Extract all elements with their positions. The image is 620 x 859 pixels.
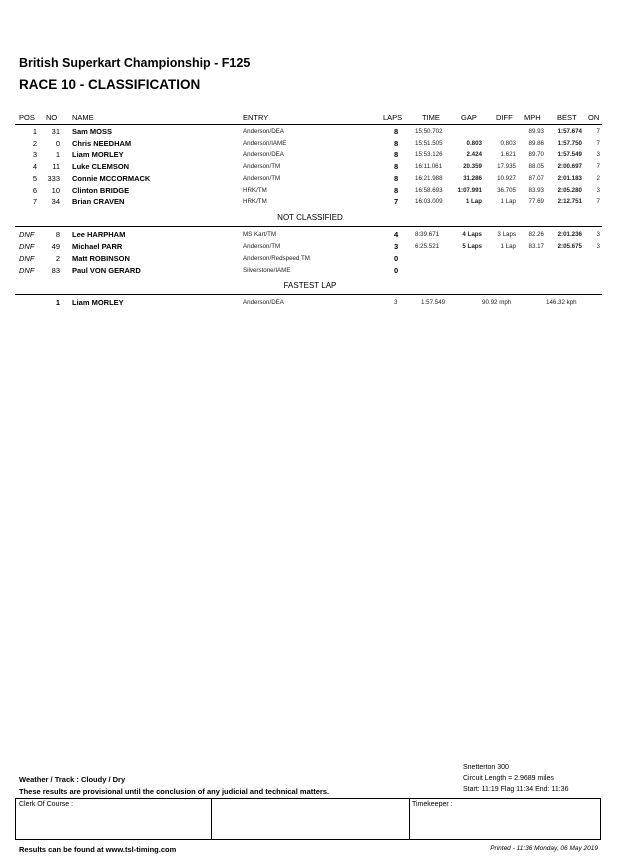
cell-no: 49	[51, 242, 60, 251]
cell-pos: DNF	[19, 254, 35, 263]
table-row	[0, 127, 620, 139]
cell-best: 1:57.750	[557, 139, 582, 147]
fastest-lap-lap: 3	[394, 299, 398, 306]
cell-pos: 5	[32, 173, 37, 183]
cell-gap: 20.359	[463, 163, 482, 171]
cell-gap: 0.803	[466, 139, 482, 147]
fastest-lap-no: 1	[55, 298, 60, 307]
cell-entry: Anderson/TM	[243, 163, 281, 171]
cell-entry: Anderson/IAME	[243, 139, 287, 147]
cell-diff: 3 Laps	[497, 231, 516, 238]
cell-no: 83	[51, 266, 60, 275]
col-header-time: TIME	[422, 113, 440, 122]
cell-name: Chris NEEDHAM	[72, 138, 132, 148]
cell-gap: 4 Laps	[462, 231, 482, 238]
track-name: Snetterton 300	[463, 764, 509, 771]
col-header-on: ON	[588, 113, 600, 122]
not-classified-rule	[15, 226, 602, 227]
cell-no: 333	[47, 173, 60, 183]
cell-no: 10	[51, 185, 60, 195]
cell-on: 3	[596, 151, 600, 159]
cell-pos: DNF	[19, 230, 35, 239]
cell-time: 6:25.521	[415, 243, 440, 250]
cell-laps: 8	[394, 138, 399, 148]
cell-mph: 82.26	[528, 231, 544, 238]
col-header-entry: ENTRY	[243, 113, 269, 122]
fastest-lap-rule	[15, 294, 602, 295]
table-row	[0, 230, 620, 242]
cell-on: 3	[596, 243, 600, 250]
table-row	[0, 139, 620, 151]
fastest-lap-entry: Anderson/DEA	[243, 299, 284, 306]
cell-pos: 2	[32, 138, 37, 148]
cell-entry: Silverstone/IAME	[243, 267, 291, 274]
header-rule	[15, 124, 602, 125]
fastest-lap-heading: FASTEST LAP	[283, 281, 337, 290]
cell-laps: 8	[394, 127, 399, 136]
fastest-lap-kph: 146.32 kph	[546, 299, 577, 306]
cell-mph: 83.17	[528, 243, 544, 250]
cell-time: 15:53.126	[415, 151, 443, 159]
fastest-lap-time: 1:57.549	[421, 299, 446, 306]
cell-best: 1:57.674	[557, 128, 582, 135]
cell-time: 16:58.693	[415, 186, 443, 194]
cell-mph: 87.07	[528, 174, 544, 182]
clerk-of-course-cell	[16, 799, 212, 839]
cell-name: Lee HARPHAM	[72, 230, 126, 239]
cell-pos: 7	[32, 197, 37, 207]
cell-laps: 8	[394, 150, 399, 160]
cell-mph: 89.86	[528, 139, 544, 147]
cell-diff: 1.621	[500, 151, 516, 159]
cell-laps: 8	[394, 162, 399, 172]
printed-timestamp: Printed - 11:36 Monday, 06 May 2019	[490, 845, 598, 852]
cell-time: 16:11.061	[415, 163, 443, 171]
cell-pos: 1	[32, 127, 37, 136]
cell-best: 1:57.549	[557, 151, 582, 159]
cell-best: 2:12.751	[557, 198, 582, 206]
cell-mph: 89.93	[528, 128, 544, 135]
cell-time: 15:50.702	[415, 128, 443, 135]
cell-no: 11	[52, 162, 60, 172]
cell-gap: 1 Lap	[465, 198, 482, 206]
col-header-diff: DIFF	[496, 113, 513, 122]
cell-diff: 1 Lap	[500, 243, 516, 250]
cell-name: Matt ROBINSON	[72, 254, 130, 263]
cell-pos: 3	[32, 150, 37, 160]
cell-no: 8	[55, 230, 60, 239]
circuit-length: Circuit Length = 2.9689 miles	[463, 775, 554, 782]
table-row	[0, 266, 620, 278]
fastest-lap-mph: 90.92 mph	[482, 299, 512, 306]
col-header-name: NAME	[72, 113, 94, 122]
cell-entry: HRK/TM	[243, 186, 267, 194]
cell-no: 2	[55, 254, 60, 263]
cell-entry: HRK/TM	[243, 198, 267, 206]
cell-diff: 17.935	[497, 163, 516, 171]
cell-best: 2:01.236	[557, 231, 582, 238]
cell-name: Clinton BRIDGE	[72, 185, 130, 195]
cell-entry: Anderson/DEA	[243, 128, 284, 135]
cell-on: 7	[596, 163, 600, 171]
cell-on: 7	[596, 198, 600, 206]
cell-on: 7	[596, 139, 600, 147]
cell-gap: 1:07.991	[457, 186, 482, 194]
col-header-no: NO	[46, 113, 58, 122]
weather-track: Weather / Track : Cloudy / Dry	[19, 775, 126, 784]
timekeeper-label: Timekeeper :	[412, 801, 453, 808]
cell-entry: Anderson/Redspeed TM	[243, 255, 310, 262]
cell-name: Brian CRAVEN	[72, 197, 125, 207]
cell-no: 1	[55, 150, 60, 160]
cell-laps: 8	[394, 185, 399, 195]
cell-pos: 6	[32, 185, 37, 195]
cell-entry: Anderson/DEA	[243, 151, 284, 159]
cell-diff: 1 Lap	[500, 198, 516, 206]
cell-gap: 31.286	[463, 174, 482, 182]
col-header-mph: MPH	[524, 113, 541, 122]
cell-time: 15:51.505	[415, 139, 443, 147]
cell-name: Paul VON GERARD	[72, 266, 141, 275]
col-header-pos: POS	[19, 113, 35, 122]
cell-diff: 0.803	[500, 139, 516, 147]
cell-laps: 3	[394, 242, 399, 251]
cell-best: 2:01.183	[557, 174, 582, 182]
table-row	[0, 197, 620, 209]
cell-on: 2	[596, 174, 600, 182]
cell-laps: 8	[394, 173, 399, 183]
fastest-lap-row	[0, 298, 620, 310]
cell-entry: Anderson/TM	[243, 174, 281, 182]
race-times: Start: 11:19 Flag 11:34 End: 11:36	[463, 786, 569, 793]
cell-on: 7	[596, 128, 600, 135]
cell-entry: Anderson/TM	[243, 243, 281, 250]
cell-mph: 77.69	[528, 198, 544, 206]
cell-mph: 83.93	[528, 186, 544, 194]
cell-mph: 88.05	[528, 163, 544, 171]
cell-pos: DNF	[19, 266, 35, 275]
cell-gap: 5 Laps	[462, 243, 482, 250]
cell-time: 16:03.009	[415, 198, 443, 206]
cell-name: Connie MCCORMACK	[72, 173, 151, 183]
col-header-laps: LAPS	[383, 113, 403, 122]
table-row	[0, 242, 620, 254]
page-title: British Superkart Championship - F125	[19, 56, 251, 70]
timekeeper-cell	[409, 799, 600, 839]
cell-best: 2:05.280	[557, 186, 582, 194]
page-subtitle: RACE 10 - CLASSIFICATION	[19, 77, 201, 92]
cell-no: 0	[55, 138, 60, 148]
cell-diff: 36.705	[497, 186, 516, 194]
cell-laps: 0	[394, 254, 399, 263]
cell-no: 34	[51, 197, 60, 207]
cell-no: 31	[51, 127, 60, 136]
cell-pos: 4	[32, 162, 37, 172]
cell-best: 2:00.697	[557, 163, 582, 171]
fastest-lap-name: Liam MORLEY	[72, 298, 124, 307]
not-classified-heading: NOT CLASSIFIED	[277, 213, 343, 222]
cell-laps: 4	[394, 230, 399, 239]
cell-name: Luke CLEMSON	[72, 162, 130, 172]
clerk-of-course-label: Clerk Of Course :	[19, 801, 74, 808]
table-row	[0, 186, 620, 198]
cell-time: 8:39.671	[415, 231, 440, 238]
signature-box	[15, 798, 601, 840]
table-row	[0, 150, 620, 162]
cell-name: Liam MORLEY	[72, 150, 124, 160]
cell-laps: 7	[394, 197, 399, 207]
cell-name: Michael PARR	[72, 242, 123, 251]
cell-laps: 0	[394, 266, 399, 275]
cell-mph: 89.70	[528, 151, 544, 159]
cell-diff: 10.927	[497, 174, 516, 182]
table-row	[0, 254, 620, 266]
results-website: Results can be found at www.tsl-timing.com	[19, 845, 177, 854]
col-header-best: BEST	[557, 113, 577, 122]
cell-on: 3	[596, 186, 600, 194]
cell-best: 2:05.675	[557, 243, 582, 250]
table-row	[0, 162, 620, 174]
provisional-notice: These results are provisional until the conclusion of any judicial and technical matters.	[19, 787, 330, 796]
cell-time: 16:21.988	[415, 174, 443, 182]
cell-gap: 2.424	[466, 151, 482, 159]
middle-cell	[211, 799, 410, 839]
table-row	[0, 174, 620, 186]
cell-on: 3	[596, 231, 600, 238]
col-header-gap: GAP	[461, 113, 477, 122]
cell-pos: DNF	[19, 242, 35, 251]
cell-entry: MS Kart/TM	[243, 231, 277, 238]
cell-name: Sam MOSS	[72, 127, 113, 136]
